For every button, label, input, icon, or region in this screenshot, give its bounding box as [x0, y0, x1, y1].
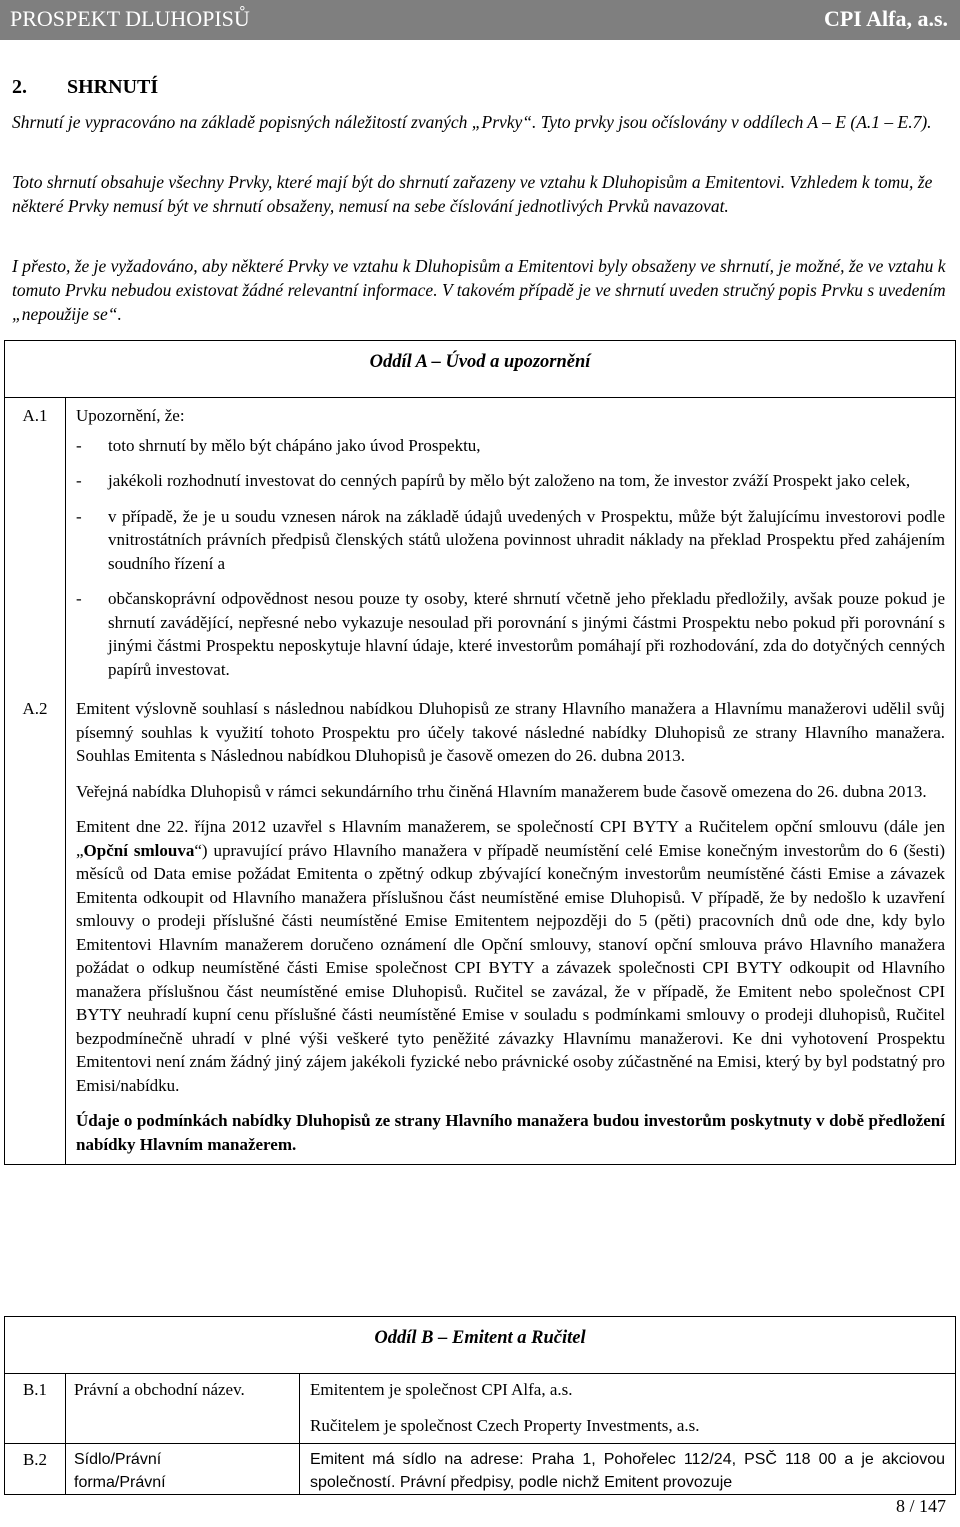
a2-paragraph-1: Emitent výslovně souhlasí s následnou nabídkou Dluhopisů ze strany Hlavního manažera a Hlavnímu manažerovi udělil svůj písemný souhlas k využití tohoto Prospektu pro účely takové následné nabídky Dluhopisů ze strany Hlavního manažera. Souhlas Emitenta s Následnou nabídkou Dluhopisů je časově omezen do 26. dubna 2013. — [76, 699, 945, 765]
element-number: B.2 — [5, 1444, 66, 1495]
element-content — [66, 398, 956, 690]
list-item: - v případě, že je u soudu vznesen nárok na základě údajů uvedených v Prospektu, může být žalujícímu investorovi podle vnitrostátních právních předpisů členských států uložena povinnost uhradit náklady na překlad Prospektu před zahájením soudního řízení a — [76, 506, 945, 573]
element-content — [66, 689, 956, 1165]
element-content: Emitent má sídlo na adrese: Praha 1, Pohořelec 112/24, PSČ 118 00 a je akciovou společností. Právní předpisy, podle nichž Emitent provozuje — [300, 1444, 956, 1495]
section-heading — [12, 76, 158, 99]
a2-paragraph-4: Údaje o podmínkách nabídky Dluhopisů ze strany Hlavního manažera budou investorům poskytnuty v době předložení nabídky Hlavním manažerem. — [76, 1111, 945, 1154]
page-number: 8 / 147 — [895, 1496, 946, 1516]
a2-paragraph-3: Emitent dne 22. října 2012 uzavřel s Hlavním manažerem, se společností CPI BYTY a Ručitelem opční smlouvu (dále jen „Opční smlouva“) upravující právo Hlavního manažera v případě neumístění celé Emise konečným investorům do 6 (šesti) měsíců od Data emise požádat Emitenta o zpětný odkup zbývající konečným investorům neumístěné části Emise a závazek Emitenta odkoupit od Hlavního manažera příslušnou část neumístěné emise Dluhopisů. V případě, že by nedošlo k uzavření smlouvy o prodeji příslušné části neumístěné Emise Emitentem nejpozději do 5 (pěti) pracovních dnů ode dne, kdy bylo Emitentovi Hlavním manažerem doručeno oznámení dle Opční smlouvy, stanoví opční smlouva právo Hlavního manažera požádat o odkup neumístěné části Emise společnost CPI BYTY a závazek společnosti CPI BYTY odkoupit od Hlavního manažera příslušnou část neumístěné emise Dluhopisů. Ručitel se zavázal, že v případě, že Emitent nebo společnost CPI BYTY neuhradí kupní cenu příslušné části neumístěné Emise v souladu s podmínkami smlouvy o prodeji dluhopisů, Ručitel bezpodmínečně uhradí v plné výši veškeré tyto peněžité závazky Hlavnímu manažerovi. Ke dni vyhotovení Prospektu Emitentovi není znám žádný jiný zájem jakékoli fyzické nebo právnické osoby zúčastněné na Emisi, který by byl podstatný pro Emisi/nabídku. — [76, 817, 945, 1095]
page-header — [0, 0, 960, 40]
table-row — [5, 689, 956, 1165]
section-b-title: Oddíl B – Emitent a Ručitel — [5, 1317, 956, 1374]
element-label: Právní a obchodní název. — [66, 1374, 300, 1444]
issuer-line: Emitentem je společnost CPI Alfa, a.s. — [310, 1380, 573, 1399]
element-number: A.1 — [5, 398, 66, 690]
element-number: A.2 — [5, 689, 66, 1165]
intro-paragraph-2: Toto shrnutí obsahuje všechny Prvky, které mají být do shrnutí zařazeny ve vztahu k Dluhopisům a Emitentovi. Vzhledem k tomu, že některé Prvky nemusí být ve shrnutí obsaženy, nemusí na sebe číslování jednotlivých Prvků navazovat. — [12, 172, 933, 216]
element-label: Sídlo/Právní forma/Právní — [66, 1444, 300, 1495]
table-row — [5, 1444, 956, 1495]
element-content — [300, 1374, 956, 1444]
a2-paragraph-2: Veřejná nabídka Dluhopisů v rámci sekundárního trhu činěná Hlavním manažerem bude časově omezena do 26. dubna 2013. — [76, 781, 927, 801]
list-item: - jakékoli rozhodnutí investovat do cenných papírů by mělo být založeno na tom, že investor zváží Prospekt jako celek, — [76, 471, 911, 490]
table-row — [5, 398, 956, 690]
document-title: PROSPEKT DLUHOPISŮ — [10, 6, 250, 31]
list-item: - toto shrnutí by mělo být chápáno jako úvod Prospektu, — [76, 435, 481, 455]
issuer-name: CPI Alfa, a.s. — [823, 6, 948, 31]
table-row — [5, 1374, 956, 1444]
intro-paragraph-1: Shrnutí je vypracováno na základě popisných náležitostí zvaných „Prvky“. Tyto prvky jsou očíslovány v oddílech A – E (A.1 – E.7). — [12, 112, 932, 132]
section-a-title: Oddíl A – Úvod a upozornění — [5, 341, 956, 398]
element-number: B.1 — [5, 1374, 66, 1444]
section-title: SHRNUTÍ — [67, 76, 159, 98]
section-a-table — [4, 340, 956, 1165]
section-b-table — [4, 1316, 956, 1495]
intro-paragraph-3: I přesto, že je vyžadováno, aby některé Prvky ve vztahu k Dluhopisům a Emitentovi byly obsaženy ve shrnutí, je možné, že ve vztahu k tomuto Prvku nebudou existovat žádné relevantní informace. V takovém případě je ve shrnutí uveden stručný popis Prvku s uvedením „nepoužije se“. — [12, 256, 946, 324]
list-item: - občanskoprávní odpovědnost nesou pouze ty osoby, které shrnutí včetně jeho překladu předložily, avšak pouze pokud je shrnutí zavádějící, nepřesné nebo vykazuje nesoulad při porovnání s jinými částmi Prospektu nebo pokud při porovnání s jinými částmi Prospektu neposkytuje hlavní údaje, které investorům pomáhají při rozhodování, zda do dotyčných cenných papírů investovat. — [76, 589, 945, 679]
guarantor-line: Ručitelem je společnost Czech Property Investments, a.s. — [310, 1415, 700, 1435]
a1-label: Upozornění, že: — [76, 406, 185, 425]
section-number: 2. — [12, 76, 27, 98]
